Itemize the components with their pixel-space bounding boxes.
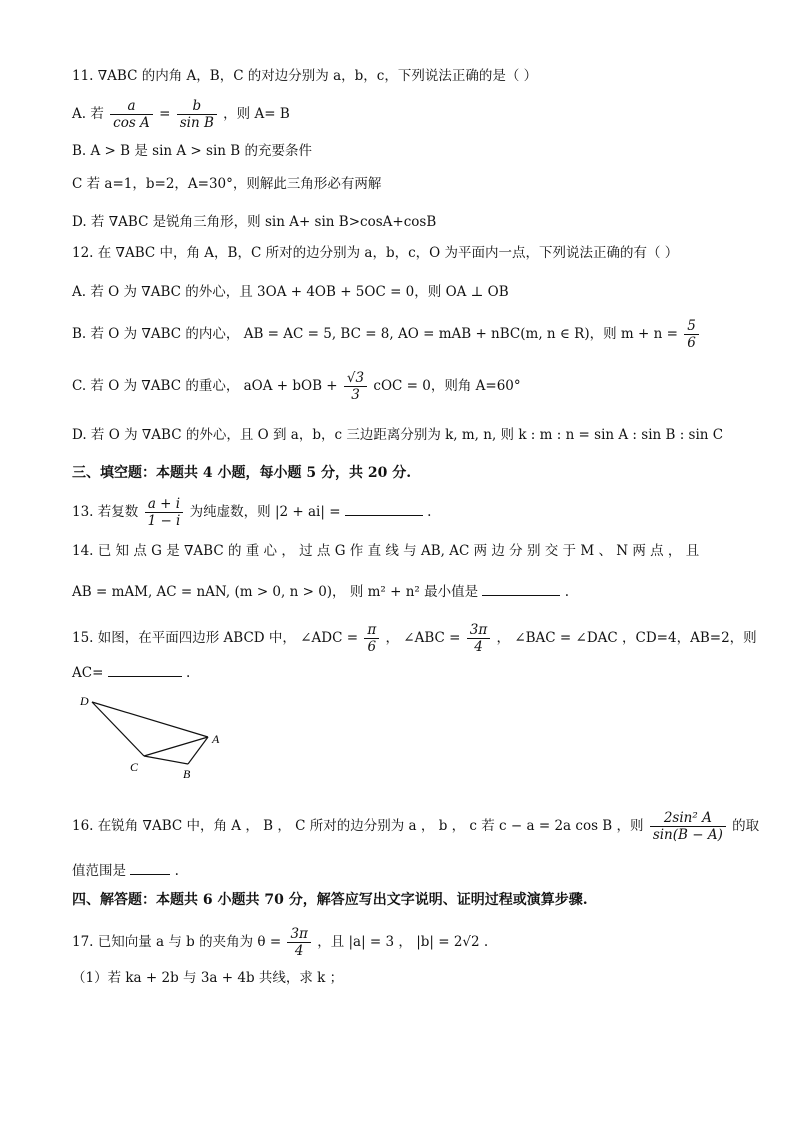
vertex-label-d: D	[80, 694, 89, 708]
q12-option-d: D. 若 O 为 ∇ABC 的外心，且 O 到 a，b，c 三边距离分别为 k, m, n, 则 k : m : n = sin A : sin B : sin C	[72, 427, 724, 443]
q12-b-frac-num: 5	[684, 318, 699, 335]
q14-line-2-text: AB = mAM, AC = nAN, (m > 0, n > 0)， 则 m² + n² 最小值是	[72, 584, 479, 600]
q12-c-prefix: C. 若 O 为 ∇ABC 的重心， aOA + bOB +	[72, 378, 338, 394]
q13-line	[72, 496, 431, 529]
q12-stem: 12. 在 ∇ABC 中，角 A，B，C 所对的边分别为 a，b，c，O 为平面内一点，下列说法正确的有（ ）	[72, 245, 679, 261]
q11-a-frac2-den: sin B	[179, 115, 214, 131]
q11-a-frac1-num: a	[110, 98, 153, 115]
q13-fraction	[145, 496, 184, 529]
edge-ca	[144, 737, 208, 756]
q17-fraction	[287, 926, 310, 959]
q12-option-c	[72, 370, 521, 403]
vertex-label-a: A	[212, 732, 220, 746]
q15-answer-blank	[108, 662, 182, 677]
edge-ba	[188, 737, 208, 764]
q11-a-frac2-num: b	[177, 98, 217, 115]
q11-option-c: C 若 a=1，b=2，A=30°，则解此三角形必有两解	[72, 176, 382, 192]
q15-f1-num: π	[364, 622, 379, 639]
q16-frac-den: sin(B − A)	[652, 827, 723, 843]
q11-a-eq: =	[159, 106, 171, 122]
q15-fraction-2	[467, 622, 490, 655]
q14-end: .	[564, 584, 570, 600]
q11-a-prefix: A. 若	[72, 106, 104, 122]
vertex-label-c: C	[130, 760, 139, 774]
q16-end: .	[174, 863, 179, 879]
q15-f2-num: 3π	[467, 622, 490, 639]
q16-fraction	[650, 810, 726, 843]
q11-stem: 11. ∇ABC 的内角 A，B，C 的对边分别为 a，b，c，下列说法正确的是（ ）	[72, 68, 538, 84]
q15-part-2: ， ∠ABC =	[385, 630, 461, 646]
q15-fraction-1	[364, 622, 379, 655]
q13-frac-num: a + i	[145, 496, 184, 513]
q15-line-2	[72, 662, 190, 683]
q13-frac-den: 1 − i	[147, 513, 181, 529]
q15-f2-den: 4	[474, 639, 483, 655]
q12-b-fraction	[684, 318, 699, 351]
section-4-heading: 四、解答题：本题共 6 小题共 70 分，解答应写出文字说明、证明过程或演算步骤.	[72, 892, 588, 908]
q17-prefix: 17. 已知向量 a 与 b 的夹角为 θ =	[72, 934, 282, 950]
vertex-label-b: B	[183, 767, 191, 781]
q11-a-suffix: ，则 A= B	[223, 106, 290, 122]
q14-line-2	[72, 581, 569, 602]
q12-b-frac-den: 6	[687, 335, 696, 351]
q14-line-1: 14. 已 知 点 G 是 ∇ABC 的 重 心 ， 过 点 G 作 直 线 与 AB, AC 两 边 分 别 交 于 M 、 N 两 点 ， 且	[72, 543, 700, 559]
q17-part-1: （1）若 ka + 2b 与 3a + 4b 共线，求 k ；	[72, 970, 344, 986]
q12-c-fraction	[344, 370, 367, 403]
q11-option-a	[72, 98, 290, 131]
q12-c-suffix: cOC = 0，则角 A=60°	[373, 378, 521, 394]
q13-end: .	[427, 504, 432, 520]
q11-a-fraction-2	[177, 98, 217, 131]
q16-frac-num: 2sin² A	[650, 810, 726, 827]
q12-b-prefix: B. 若 O 为 ∇ABC 的内心， AB = AC = 5, BC = 8, AO = mAB + nBC(m, n ∈ R)，则 m + n =	[72, 326, 678, 342]
q17-frac-den: 4	[294, 943, 304, 959]
q16-line-1	[72, 810, 759, 843]
q11-option-b: B. A > B 是 sin A > sin B 的充要条件	[72, 143, 312, 159]
q17-line-1	[72, 926, 488, 959]
q12-option-a: A. 若 O 为 ∇ABC 的外心，且 3OA + 4OB + 5OC = 0，则 OA ⊥ OB	[72, 284, 509, 300]
q11-a-fraction-1	[110, 98, 153, 131]
q13-prefix: 13. 若复数	[72, 504, 139, 520]
q16-range-label: 值范围是	[72, 863, 126, 879]
q14-answer-blank	[482, 581, 560, 596]
q15-part-1: 15. 如图，在平面四边形 ABCD 中， ∠ADC =	[72, 630, 359, 646]
q17-frac-num: 3π	[287, 926, 310, 943]
q12-option-b	[72, 318, 701, 351]
q13-suffix: 为纯虚数，则 |2 + ai| =	[189, 504, 341, 520]
q15-f1-den: 6	[367, 639, 377, 655]
q12-c-frac-num: √3	[344, 370, 367, 387]
q11-option-d: D. 若 ∇ABC 是锐角三角形，则 sin A+ sin B>cosA+cosB	[72, 214, 437, 230]
q16-line-2	[72, 860, 179, 881]
quadrilateral-figure	[70, 690, 230, 782]
q15-end: .	[185, 665, 191, 681]
q13-answer-blank	[345, 501, 423, 516]
q16-answer-blank	[130, 860, 170, 875]
q17-suffix: ，且 |a| = 3 ， |b| = 2√2 .	[317, 934, 489, 950]
q15-ac-label: AC=	[72, 665, 104, 681]
edge-cb	[144, 756, 188, 764]
q16-suffix: 的取	[732, 818, 760, 834]
q16-prefix: 16. 在锐角 ∇ABC 中，角 A ， B ， C 所对的边分别为 a ， b ， c 若 c − a = 2a cos B ，则	[72, 818, 644, 834]
q15-part-3: ， ∠BAC = ∠DAC ，CD=4，AB=2，则	[496, 630, 757, 646]
section-3-heading: 三、填空题：本题共 4 小题，每小题 5 分，共 20 分.	[72, 465, 412, 481]
q12-c-frac-den: 3	[351, 387, 360, 403]
q11-a-frac1-den: cos A	[113, 115, 150, 131]
q15-line-1	[72, 622, 757, 655]
